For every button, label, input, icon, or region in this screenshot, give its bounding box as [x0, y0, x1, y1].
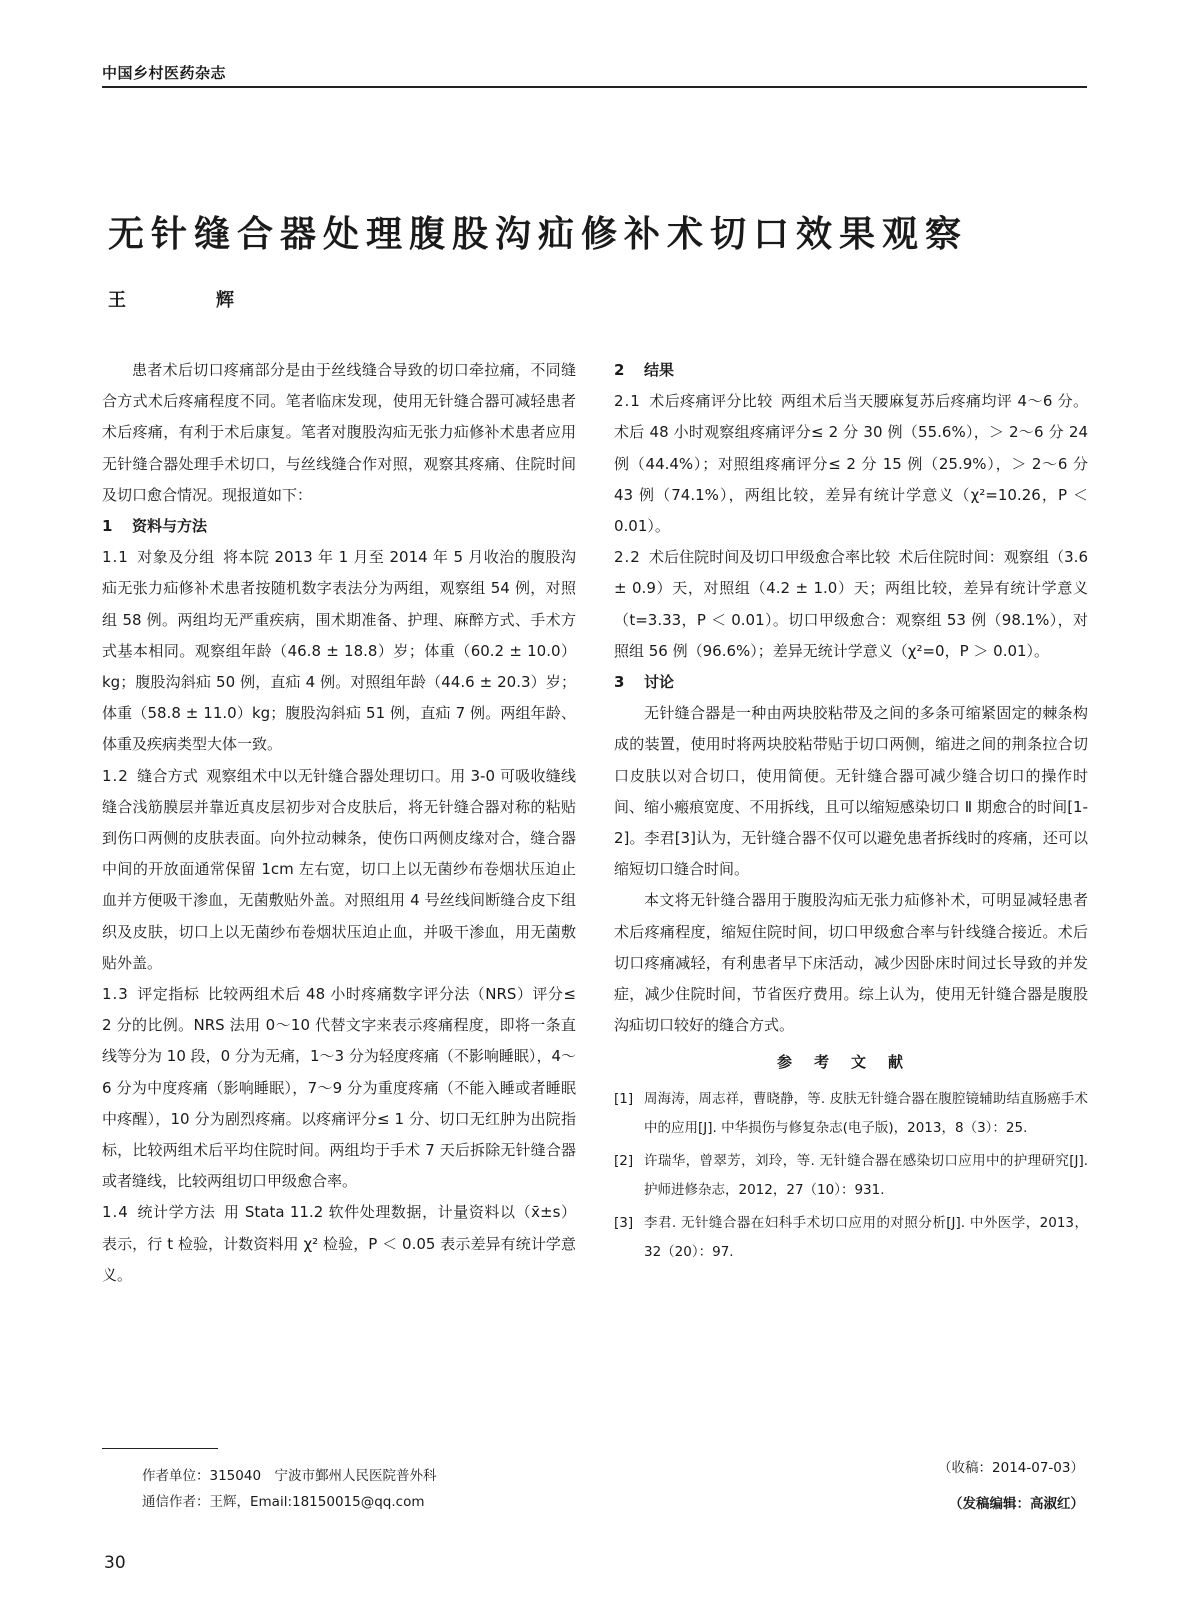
section-title: 资料与方法	[132, 517, 208, 536]
references-heading: 参考文献	[776, 1053, 925, 1072]
section-heading-results	[614, 355, 1088, 386]
reference-number: [3]	[614, 1215, 634, 1232]
running-header	[102, 60, 1087, 88]
subsection-text: 用 Stata 11.2 软件处理数据，计量资料以（x̄±s）表示，行 t 检验，计数资料用 χ² 检验，P ＜ 0.05 表示差异有统计学意义。	[102, 1203, 576, 1284]
subsection-title: 统计学方法	[136, 1203, 216, 1222]
section-number: 3	[614, 673, 625, 692]
reference-item	[614, 1209, 1088, 1267]
subsection-title: 缝合方式	[136, 766, 199, 785]
author-name: 王 辉	[108, 290, 270, 311]
subsection-text: 观察组术中以无针缝合器处理切口。用 3-0 可吸收缝线缝合浅筋膜层并靠近真皮层初步对合皮肤后，将无针缝合器对称的粘贴到伤口两侧的皮肤表面。向外拉动棘条，使伤口两侧皮缘对合，缝合器中间的开放面通常保留 1cm 左右宽，切口上以无菌纱布卷烟状压迫止血并方便吸干渗血，无菌敷贴外盖。对照组用 4 号丝线间断缝合皮下组织及皮肤，切口上以无菌纱布卷烟状压迫止血，并吸干渗血，用无菌敷贴外盖。	[102, 766, 576, 972]
section-number: 1	[102, 517, 113, 536]
received-date: （收稿：2014-07-03）	[938, 1460, 1084, 1476]
section-title: 结果	[644, 361, 675, 379]
intro-paragraph: 患者术后切口疼痛部分是由于丝线缝合导致的切口牵拉痛，不同缝合方式术后疼痛程度不同。笔者临床发现，使用无针缝合器可减轻患者术后疼痛，有利于术后康复。笔者对腹股沟疝无张力疝修补术患者应用无针缝合器处理手术切口，与丝线缝合作对照，观察其疼痛、住院时间及切口愈合情况。现报道如下：	[102, 361, 576, 504]
section-title: 讨论	[644, 673, 675, 692]
subsection-1-3	[102, 979, 576, 1197]
subsection-1-4	[102, 1197, 576, 1291]
discussion-paragraph-2: 本文将无针缝合器用于腹股沟疝无张力疝修补术，可明显减轻患者术后疼痛程度，缩短住院时间，切口甲级愈合率与针线缝合接近。术后切口疼痛减轻，有利患者早下床活动，减少因卧床时间过长导致的并发症，减少住院时间，节省医疗费用。综上认为，使用无针缝合器是腹股沟疝切口较好的缝合方式。	[614, 891, 1088, 1035]
reference-text: 周海涛，周志祥，曹晓静，等. 皮肤无针缝合器在腹腔镜辅助结直肠癌手术中的应用[J]. 中华损伤与修复杂志(电子版)，2013，8（3）：25.	[644, 1091, 1088, 1137]
reference-text: 李君. 无针缝合器在妇科手术切口应用的对照分析[J]. 中外医学，2013，32（20）：97.	[644, 1215, 1088, 1261]
section-heading-methods	[102, 511, 576, 542]
subsection-1-2	[102, 761, 576, 979]
subsection-2-2	[614, 542, 1088, 667]
section-heading-discussion	[614, 667, 1088, 698]
right-column	[614, 355, 1088, 1271]
reference-item	[614, 1147, 1088, 1205]
reference-item	[614, 1085, 1088, 1143]
subsection-text: 将本院 2013 年 1 月至 2014 年 5 月收治的腹股沟疝无张力疝修补术患者按随机数字表法分为两组，观察组 54 例，对照组 58 例。两组均无严重疾病，围术期准备、护理、麻醉方式、手术方式基本相同。观察组年龄（46.8 ± 18.8）岁；体重（60.2 ± 10.0）kg；腹股沟斜疝 50 例，直疝 4 例。对照组年龄（44.6 ± 20.3）岁；体重（58.8 ± 11.0）kg；腹股沟斜疝 51 例，直疝 7 例。两组年龄、体重及疾病类型大体一致。	[102, 548, 576, 754]
reference-number: [1]	[614, 1091, 634, 1108]
author-affiliation: 作者单位：315040 宁波市鄞州人民医院普外科	[142, 1468, 437, 1484]
subsection-title: 术后疼痛评分比较	[648, 392, 773, 411]
footnote-rule	[102, 1448, 218, 1449]
publishing-editor: （发稿编辑：高淑红）	[949, 1496, 1084, 1512]
left-column	[102, 355, 576, 1291]
subsection-number: 1.3	[102, 985, 129, 1004]
correspondence-author: 通信作者：王辉，Email:18150015@qq.com	[142, 1494, 425, 1510]
page-number: 30	[104, 1553, 126, 1573]
subsection-number: 2.1	[614, 392, 641, 411]
reference-text: 许瑞华，曾翠芳，刘玲，等. 无针缝合器在感染切口应用中的护理研究[J]. 护师进修杂志，2012，27（10）：931.	[644, 1153, 1088, 1199]
article-title: 无针缝合器处理腹股沟疝修补术切口效果观察	[108, 213, 969, 255]
subsection-1-1	[102, 542, 576, 760]
discussion-paragraph-1: 无针缝合器是一种由两块胶粘带及之间的多条可缩紧固定的棘条构成的装置，使用时将两块胶粘带贴于切口两侧，缩进之间的荆条拉合切口皮肤以对合切口，使用简便。无针缝合器可减少缝合切口的操作时间、缩小瘢痕宽度、不用拆线，且可以缩短感染切口 Ⅱ 期愈合的时间[1-2]。李君[3]认为，无针缝合器不仅可以避免患者拆线时的疼痛，还可以缩短切口缝合时间。	[614, 704, 1088, 879]
subsection-number: 1.1	[102, 548, 129, 567]
subsection-title: 评定指标	[136, 985, 200, 1004]
subsection-title: 术后住院时间及切口甲级愈合率比较	[648, 548, 891, 567]
subsection-text: 两组术后当天腰麻复苏后疼痛均评 4～6 分。术后 48 小时观察组疼痛评分≤ 2 分 30 例（55.6%），＞ 2～6 分 24 例（44.4%）；对照组疼痛评分≤ 2 分 15 例（25.9%），＞ 2～6 分 43 例（74.1%），两组比较，差异有统计学意义（χ²=10.26，P ＜ 0.01）。	[614, 392, 1089, 536]
subsection-text: 比较两组术后 48 小时疼痛数字评分法（NRS）评分≤ 2 分的比例。NRS 法用 0～10 代替文字来表示疼痛程度，即将一条直线等分为 10 段，0 分为无痛，1～3 分为轻度疼痛（不影响睡眠），4～6 分为中度疼痛（影响睡眠），7～9 分为重度疼痛（不能入睡或者睡眠中疼醒），10 分为剧烈疼痛。以疼痛评分≤ 1 分、切口无红肿为出院指标，比较两组术后平均住院时间。两组均于手术 7 天后拆除无针缝合器或者缝线，比较两组切口甲级愈合率。	[102, 985, 576, 1191]
subsection-number: 1.4	[102, 1203, 129, 1222]
subsection-number: 2.2	[614, 548, 641, 567]
journal-name: 中国乡村医药杂志	[102, 64, 227, 82]
section-number: 2	[614, 361, 625, 379]
subsection-2-1	[614, 386, 1088, 542]
subsection-number: 1.2	[102, 766, 129, 785]
reference-number: [2]	[614, 1153, 634, 1170]
subsection-text: 术后住院时间：观察组（3.6 ± 0.9）天，对照组（4.2 ± 1.0）天；两组比较，差异有统计学意义（t=3.33，P ＜ 0.01）。切口甲级愈合：观察组 53 例（98.1%），对照组 56 例（96.6%）；差异无统计学意义（χ²=0，P ＞ 0.01）。	[614, 548, 1088, 660]
subsection-title: 对象及分组	[136, 548, 215, 567]
